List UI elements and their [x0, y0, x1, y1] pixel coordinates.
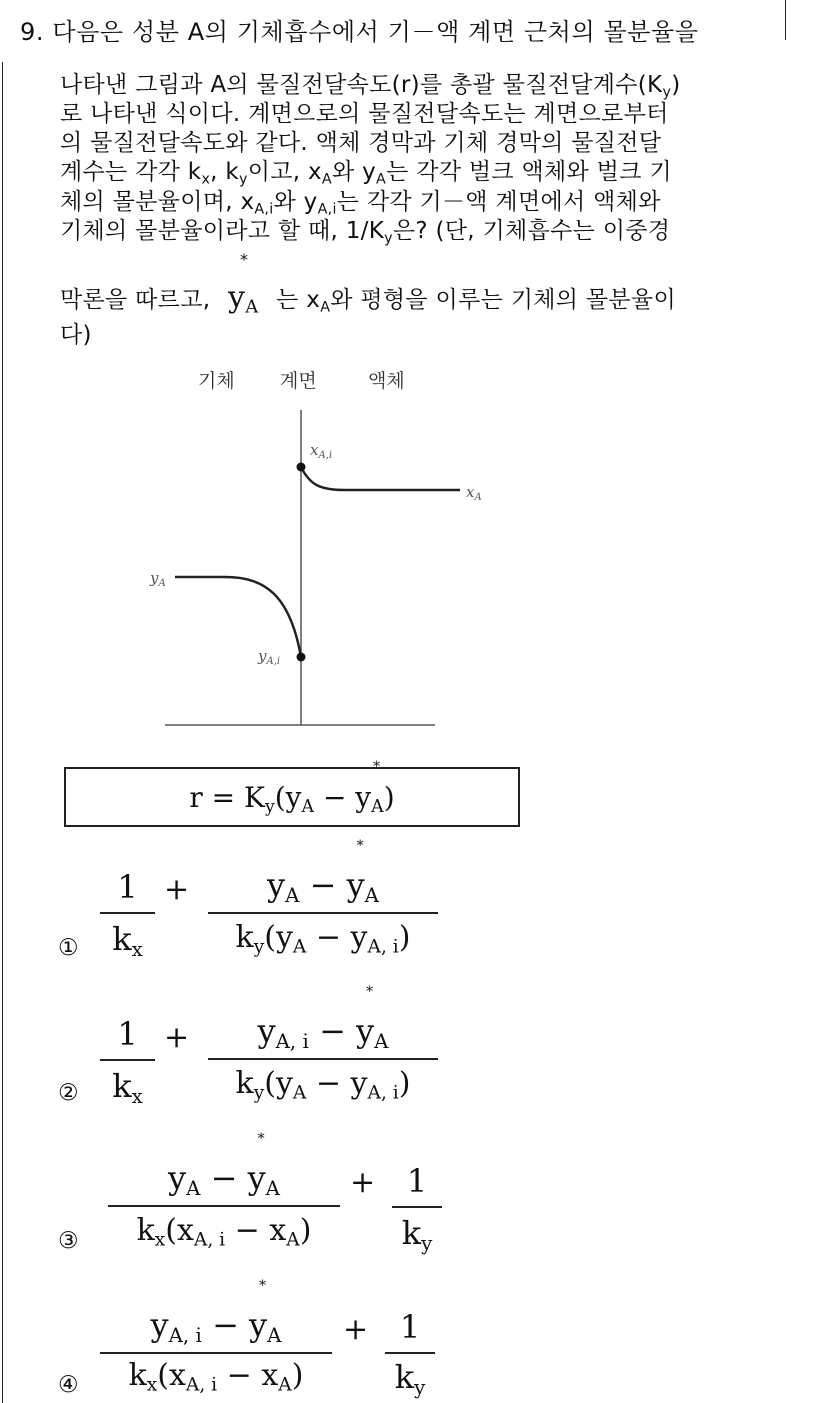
- option-3-frac-1: $y_A - y_A$ * $k_x(x_{A, i} - x_A)$: [108, 1155, 340, 1270]
- label-gas: 기체: [198, 370, 235, 392]
- rate-equation: $r = K_y(y_A - y_A$ * ): [189, 759, 395, 818]
- mole-fraction-diagram: [130, 355, 510, 730]
- option-2-frac-1: 1 $k_x$: [100, 1015, 155, 1130]
- label-liquid: 액체: [368, 370, 405, 392]
- question-line-4: 의 물질전달속도와 같다. 액체 경막과 기체 경막의 물질전달: [60, 130, 662, 156]
- question-line-8: 막론을 따르고, * $y_A$ 는 $x_A$와 평형을 이루는 기체의 몰분율이: [60, 250, 676, 318]
- option-1-frac-2: $y_A - y_A$ * $k_y(y_A - y_{A, i})$: [208, 862, 438, 977]
- page-border-top: [785, 0, 786, 40]
- y-star-symbol: * $y_A$: [227, 250, 259, 318]
- question-line-1: 9. 다음은 성분 A의 기체흡수에서 기－액 계면 근처의 몰분율을: [20, 18, 699, 46]
- label-yA: $y_A$: [150, 569, 166, 589]
- page-border-left: [2, 62, 3, 1403]
- option-1-marker: ①: [58, 935, 79, 961]
- label-interface: 계면: [280, 370, 317, 392]
- liquid-profile-curve: [301, 467, 460, 490]
- gas-profile-curve: [175, 577, 301, 657]
- option-4-frac-1: $y_{A, i} - y_A$ * $k_x(x_{A, i} - x_A)$: [100, 1302, 332, 1402]
- question-line-9: 다): [60, 322, 92, 348]
- label-xAi: $x_{A,i}$: [310, 441, 333, 461]
- question-number: 9.: [20, 18, 45, 46]
- option-1-frac-1: 1 $k_x$: [100, 868, 155, 983]
- question-line-5: 계수는 각각 $k_x$, $k_y$이고, $x_A$와 $y_A$는 각각 벌크 액체와 벌크 기: [60, 159, 672, 188]
- option-4-marker: ④: [58, 1372, 79, 1398]
- xAi-point: [297, 463, 306, 472]
- option-2-frac-2: $y_{A, i} - y_A$ * $k_y(y_A - y_{A, i})$: [208, 1008, 438, 1123]
- question-line-7: 기체의 몰분율이라고 할 때, $1/K_y$은? (단, 기체흡수는 이중경: [60, 218, 671, 247]
- option-2-marker: ②: [58, 1080, 79, 1106]
- yAi-point: [297, 653, 306, 662]
- label-xA: $x_A$: [466, 483, 482, 503]
- question-line-6: 체의 몰분율이며, $x_{A,i}$와 $y_{A,i}$는 각각 기－액 계면에서 액체와: [60, 189, 661, 218]
- option-4-frac-2: 1 $k_y$: [385, 1308, 435, 1402]
- question-line-2: 나타낸 그림과 A의 물질전달속도(r)를 총괄 물질전달계수$(K_y)$: [60, 72, 681, 101]
- option-3-frac-2: 1 $k_y$: [392, 1162, 442, 1277]
- question-line-3: 로 나타낸 식이다. 계면으로의 물질전달속도는 계면으로부터: [60, 101, 669, 127]
- option-3-marker: ③: [58, 1228, 79, 1254]
- rate-equation-box: [64, 759, 520, 827]
- label-yAi: $y_{A,i}$: [258, 647, 281, 667]
